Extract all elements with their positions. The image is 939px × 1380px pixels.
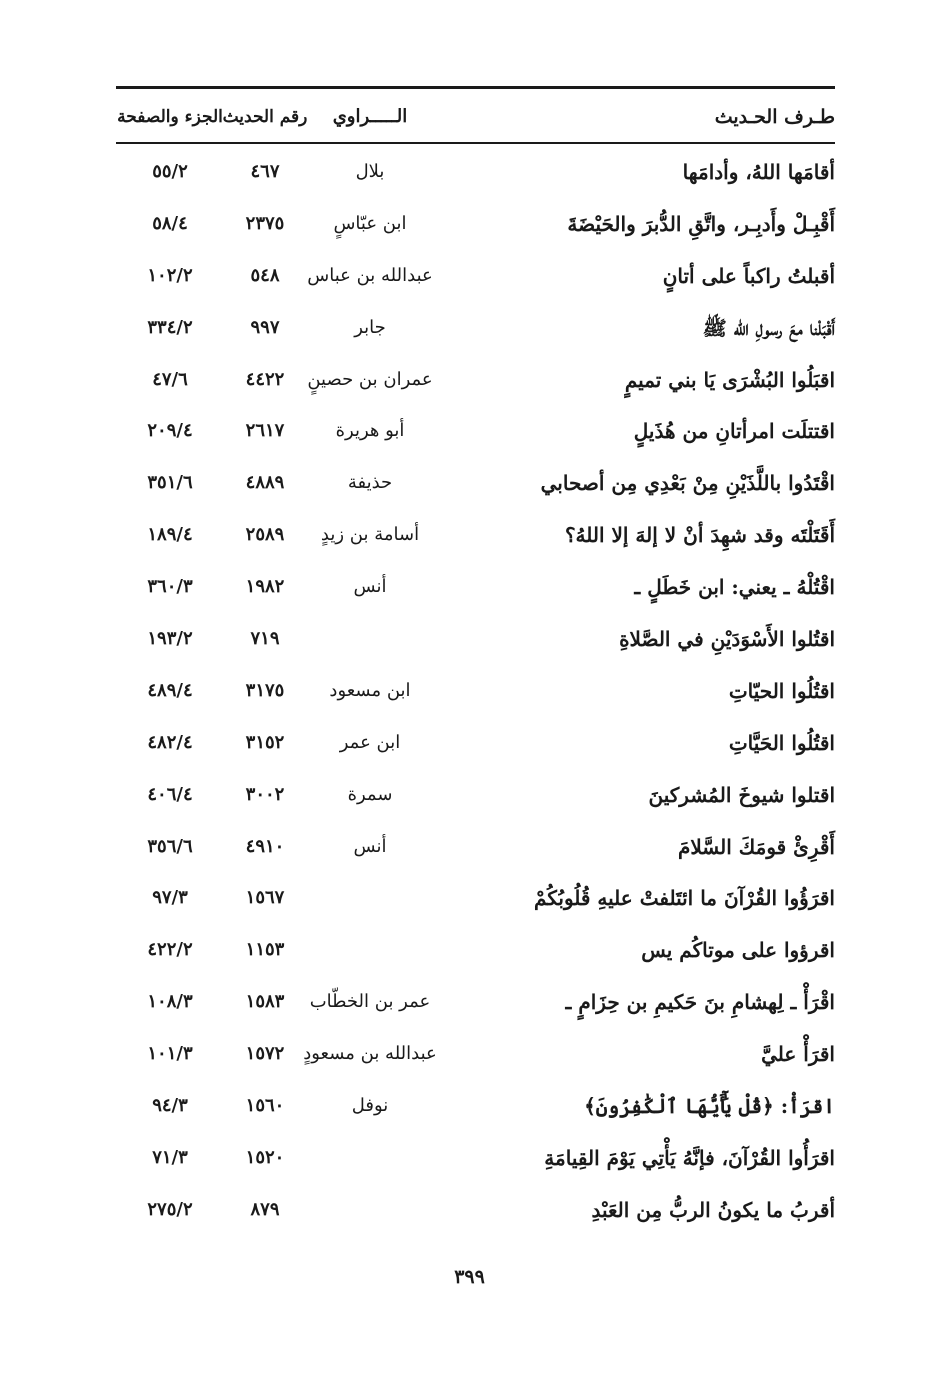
table-row (116, 976, 835, 1028)
hadith-text: اقرَأْ: ﴿قُلْ يَٰٓأَيُّهَا ٱلْكَٰفِرُونَ﴾ (584, 1094, 835, 1119)
table-row (116, 302, 835, 354)
hadith-number: ١٥٨٣ (245, 991, 285, 1013)
volume-page: ٢٧٥/٢ (147, 1198, 193, 1220)
hadith-text: اقرؤوا على موتاكُم يس (641, 938, 835, 963)
narrator (295, 924, 445, 976)
hadith-text: أقامَها اللهُ، وأدامَها (682, 160, 835, 184)
narrator: عبدالله بن مسعودٍ (303, 1043, 437, 1065)
hadith-text: اقتُلُوا الحَيَّاتِ (728, 730, 835, 755)
table-body (116, 146, 835, 1236)
hadith-text: أَقْبَلْنا معَ رسولِ الله ﷺ (702, 315, 835, 340)
volume-page: ١٩٣/٢ (147, 628, 193, 650)
hadith-number: ٤٨٨٩ (245, 472, 285, 494)
hadith-number: ٢٦١٧ (245, 420, 285, 442)
narrator: أسامة بن زيدٍ (320, 524, 420, 546)
page-number: ٣٩٩ (454, 1266, 485, 1288)
volume-page: ١٠٨/٣ (147, 991, 193, 1013)
hadith-number: ١٥٦٠ (245, 1095, 285, 1117)
volume-page: ٤٠٦/٤ (147, 783, 193, 805)
volume-page: ٢٠٩/٤ (147, 420, 193, 442)
table-row (116, 457, 835, 509)
table-row (116, 509, 835, 561)
volume-page: ٣٦٠/٣ (147, 576, 193, 598)
hadith-text: اقرَؤُوا القُرْآنَ ما ائتَلفتْ عليهِ قُلُوبُكُمْ (534, 886, 835, 911)
volume-page: ٣٣٤/٢ (147, 316, 193, 338)
narrator: حذيفة (347, 472, 393, 494)
header-rawi: الـــــراوي (332, 106, 408, 127)
hadith-number: ٧١٩ (250, 628, 280, 650)
volume-page: ١٠١/٣ (147, 1043, 193, 1065)
hadith-number: ٥٤٨ (250, 264, 280, 286)
table-row (116, 146, 835, 198)
header-volume-page: الجزء والصفحة (117, 107, 223, 127)
hadith-number: ٨٧٩ (250, 1198, 280, 1220)
hadith-number: ٤٩١٠ (245, 835, 285, 857)
table-row (116, 354, 835, 406)
hadith-number: ١٥٧٢ (245, 1043, 285, 1065)
volume-page: ٥٥/٢ (152, 161, 188, 182)
hadith-number: ٣١٧٥ (245, 679, 285, 701)
narrator (295, 872, 445, 924)
table-row (116, 1080, 835, 1132)
table-row (116, 924, 835, 976)
hadith-text: اقتُلُوا الحيّاتِ (728, 678, 835, 703)
narrator: أبو هريرة (335, 420, 405, 442)
hadith-number: ٣١٥٢ (245, 731, 285, 753)
hadith-number: ٤٦٧ (250, 161, 280, 182)
table-row (116, 250, 835, 302)
narrator: جابر (354, 316, 386, 338)
narrator: عمران بن حصينٍ (307, 368, 433, 390)
table-row (116, 405, 835, 457)
hadith-text: اقتلوا شيوخَ المُشركينَ (648, 782, 835, 807)
volume-page: ١٨٩/٤ (147, 524, 193, 546)
volume-page: ٥٨/٤ (152, 212, 188, 234)
hadith-number: ٩٩٧ (250, 316, 280, 338)
header-number: رقم الحديث (222, 107, 308, 127)
volume-page: ٤٨٩/٤ (147, 679, 193, 701)
narrator: ابن مسعود (329, 679, 411, 701)
hadith-text: اقبَلُوا البُشْرَى يَا بني تميمٍ (624, 367, 835, 392)
hadith-text: أَقَتَلْتَه وقد شهِدَ أنْ لا إلهَ إلا اللهُ؟ (564, 523, 835, 548)
table-row (116, 821, 835, 873)
volume-page: ٩٤/٣ (152, 1095, 188, 1117)
volume-page: ٧١/٣ (152, 1146, 188, 1168)
volume-page: ٤٢٢/٢ (147, 939, 193, 961)
table-row (116, 613, 835, 665)
table-row (116, 1132, 835, 1184)
narrator: عمر بن الخطّاب (309, 991, 431, 1013)
hadith-number: ٣٠٠٢ (245, 783, 285, 805)
hadith-number: ٢٥٨٩ (245, 524, 285, 546)
hadith-text: اقتُلوا الأَسْوَدَيْنِ في الصَّلاةِ (619, 627, 835, 652)
narrator (295, 1184, 445, 1236)
narrator: نوفل (351, 1095, 389, 1117)
table-row (116, 198, 835, 250)
narrator: ابن عبّاسٍ (333, 212, 407, 234)
narrator: أنس (353, 576, 387, 598)
header-hadith: طـرف الحـديث (714, 106, 835, 128)
hadith-number: ٤٤٢٢ (245, 368, 285, 390)
hadith-text: أَقْبِـلْ وأَدبِـر، واتَّقِ الدُّبرَ والحَيْضَةَ (567, 211, 835, 236)
hadith-number: ١٥٦٧ (245, 887, 285, 909)
hadith-text: اقرَأْ عليَّ (761, 1042, 835, 1067)
narrator: عبدالله بن عباس (307, 264, 433, 286)
volume-page: ٣٥٦/٦ (147, 835, 193, 857)
table-row (116, 872, 835, 924)
hadith-text: اقْتُلْهُ ـ يعني: ابن خَطَلٍ ـ (634, 575, 835, 600)
table-header (116, 92, 835, 142)
volume-page: ٩٧/٣ (152, 887, 188, 909)
volume-page: ٣٥١/٦ (147, 472, 193, 494)
volume-page: ٤٧/٦ (152, 368, 188, 390)
table-row (116, 769, 835, 821)
table-row (116, 717, 835, 769)
narrator (295, 1132, 445, 1184)
hadith-text: اقتتلَت امرأتانِ من هُذَيلٍ (633, 419, 835, 444)
narrator: بلال (355, 161, 385, 182)
hadith-text: أقبلتُ راكباً على أتانٍ (662, 263, 835, 288)
narrator (295, 613, 445, 665)
top-rule (116, 86, 835, 89)
hadith-text: اقْرَأْ ـ لِهشامِ بنَ حَكيمِ بن حِزَامٍ ـ (565, 990, 835, 1015)
hadith-number: ٢٣٧٥ (245, 212, 285, 234)
hadith-number: ١١٥٣ (245, 939, 285, 961)
header-rule (116, 142, 835, 144)
hadith-number: ١٥٢٠ (245, 1146, 285, 1168)
narrator: أنس (353, 835, 387, 857)
narrator: سمرة (347, 783, 393, 805)
narrator: ابن عمر (339, 731, 401, 753)
hadith-text: أقربُ ما يكونُ الربُّ مِن العَبْدِ (591, 1197, 835, 1222)
hadith-text: اقرَأُوا القُرْآنَ، فإنَّهُ يَأْتِي يَوْمَ القِيامَةِ (544, 1145, 835, 1170)
table-row (116, 1184, 835, 1236)
volume-page: ١٠٢/٢ (147, 264, 193, 286)
table-row (116, 561, 835, 613)
hadith-text: اقْتَدُوا باللَّذَيْنِ مِنْ بَعْدِي مِن أصحابي (540, 471, 835, 496)
table-row (116, 1028, 835, 1080)
hadith-number: ١٩٨٢ (245, 576, 285, 598)
volume-page: ٤٨٢/٤ (147, 731, 193, 753)
table-row (116, 665, 835, 717)
hadith-text: أَقْرِئْ قومَكَ السَّلامَ (677, 834, 835, 859)
